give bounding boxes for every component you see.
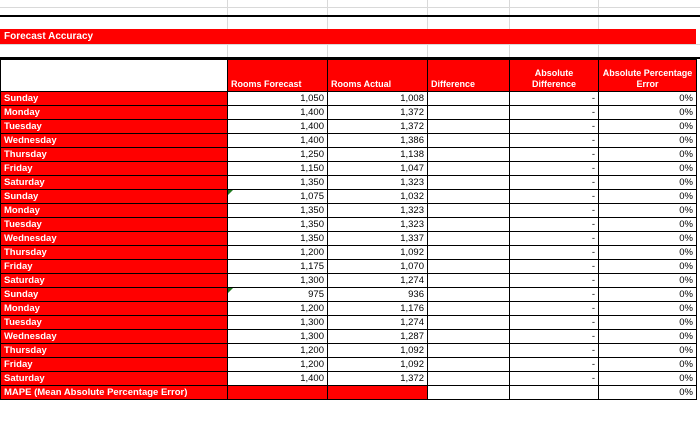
rooms-forecast-cell[interactable]: 1,150 — [228, 162, 328, 176]
header-absolute-percentage-error[interactable]: Absolute Percentage Error — [599, 60, 697, 92]
absolute-percentage-error-cell[interactable]: 0% — [599, 92, 697, 106]
table-row — [1, 120, 697, 134]
day-cell[interactable]: Wednesday — [1, 134, 228, 148]
rooms-forecast-cell[interactable]: 1,400 — [228, 134, 328, 148]
day-cell[interactable]: Friday — [1, 358, 228, 372]
absolute-percentage-error-cell[interactable]: 0% — [599, 120, 697, 134]
difference-cell[interactable] — [428, 134, 510, 148]
absolute-difference-cell[interactable]: - — [510, 162, 599, 176]
rooms-forecast-cell[interactable]: 1,400 — [228, 120, 328, 134]
table-row — [1, 204, 697, 218]
difference-cell[interactable] — [428, 106, 510, 120]
rooms-forecast-cell[interactable]: 1,300 — [228, 274, 328, 288]
rooms-actual-cell[interactable]: 936 — [328, 288, 428, 302]
table-border-top — [0, 15, 700, 17]
difference-cell[interactable] — [428, 92, 510, 106]
table-row — [1, 148, 697, 162]
day-cell[interactable]: Thursday — [1, 344, 228, 358]
rooms-forecast-cell[interactable]: 1,350 — [228, 232, 328, 246]
day-cell[interactable]: Saturday — [1, 176, 228, 190]
absolute-difference-cell[interactable]: - — [510, 176, 599, 190]
mape-forecast-cell[interactable] — [228, 386, 328, 400]
absolute-difference-cell[interactable]: - — [510, 204, 599, 218]
absolute-difference-cell[interactable]: - — [510, 274, 599, 288]
table-row — [1, 232, 697, 246]
absolute-difference-cell[interactable]: - — [510, 134, 599, 148]
day-cell[interactable]: Sunday — [1, 92, 228, 106]
rooms-actual-cell[interactable]: 1,070 — [328, 260, 428, 274]
rooms-actual-cell[interactable]: 1,386 — [328, 134, 428, 148]
comment-indicator-icon — [228, 288, 233, 293]
absolute-difference-cell[interactable]: - — [510, 260, 599, 274]
day-cell[interactable]: Saturday — [1, 274, 228, 288]
day-cell[interactable]: Monday — [1, 204, 228, 218]
cell-value: 975 — [308, 289, 324, 300]
day-cell[interactable]: Monday — [1, 106, 228, 120]
difference-cell[interactable] — [428, 274, 510, 288]
absolute-percentage-error-cell[interactable]: 0% — [599, 190, 697, 204]
absolute-percentage-error-cell[interactable]: 0% — [599, 106, 697, 120]
absolute-percentage-error-cell[interactable]: 0% — [599, 372, 697, 386]
rooms-forecast-cell[interactable] — [228, 190, 328, 204]
rooms-actual-cell[interactable]: 1,274 — [328, 274, 428, 288]
absolute-percentage-error-cell[interactable]: 0% — [599, 218, 697, 232]
absolute-percentage-error-cell[interactable]: 0% — [599, 148, 697, 162]
day-cell[interactable]: Friday — [1, 260, 228, 274]
table-row — [1, 134, 697, 148]
difference-cell[interactable] — [428, 288, 510, 302]
header-row — [1, 60, 697, 92]
rooms-actual-cell[interactable]: 1,138 — [328, 148, 428, 162]
table-row — [1, 92, 697, 106]
rooms-forecast-cell[interactable]: 1,200 — [228, 246, 328, 260]
table-row — [1, 288, 697, 302]
day-cell[interactable]: Thursday — [1, 246, 228, 260]
header-absolute-difference[interactable]: Absolute Difference — [510, 60, 599, 92]
day-cell[interactable]: Thursday — [1, 148, 228, 162]
absolute-percentage-error-cell[interactable]: 0% — [599, 344, 697, 358]
mape-actual-cell[interactable] — [328, 386, 428, 400]
absolute-difference-cell[interactable]: - — [510, 120, 599, 134]
rooms-actual-cell[interactable]: 1,287 — [328, 330, 428, 344]
forecast-table — [0, 59, 697, 400]
day-cell[interactable]: Tuesday — [1, 120, 228, 134]
absolute-percentage-error-cell[interactable]: 0% — [599, 246, 697, 260]
header-rooms-actual[interactable]: Rooms Actual — [328, 60, 428, 92]
rooms-forecast-cell[interactable]: 1,200 — [228, 358, 328, 372]
table-row — [1, 344, 697, 358]
table-row — [1, 316, 697, 330]
rooms-forecast-cell[interactable]: 1,400 — [228, 372, 328, 386]
table-row — [1, 162, 697, 176]
rooms-actual-cell[interactable]: 1,337 — [328, 232, 428, 246]
difference-cell[interactable] — [428, 232, 510, 246]
gridline — [0, 7, 700, 8]
absolute-difference-cell[interactable]: - — [510, 190, 599, 204]
absolute-difference-cell[interactable]: - — [510, 288, 599, 302]
absolute-percentage-error-cell[interactable]: 0% — [599, 134, 697, 148]
day-cell[interactable]: Wednesday — [1, 330, 228, 344]
difference-cell[interactable] — [428, 372, 510, 386]
difference-cell[interactable] — [428, 344, 510, 358]
day-cell[interactable]: Tuesday — [1, 316, 228, 330]
absolute-difference-cell[interactable]: - — [510, 372, 599, 386]
rooms-actual-cell[interactable]: 1,092 — [328, 358, 428, 372]
absolute-percentage-error-cell[interactable]: 0% — [599, 176, 697, 190]
day-cell[interactable]: Wednesday — [1, 232, 228, 246]
difference-cell[interactable] — [428, 190, 510, 204]
absolute-difference-cell[interactable]: - — [510, 302, 599, 316]
table-row — [1, 176, 697, 190]
absolute-percentage-error-cell[interactable]: 0% — [599, 358, 697, 372]
rooms-forecast-cell[interactable]: 1,350 — [228, 218, 328, 232]
day-cell[interactable]: Sunday — [1, 190, 228, 204]
rooms-actual-cell[interactable]: 1,372 — [328, 106, 428, 120]
mape-value[interactable]: 0% — [599, 386, 697, 400]
rooms-actual-cell[interactable]: 1,008 — [328, 92, 428, 106]
rooms-actual-cell[interactable]: 1,032 — [328, 190, 428, 204]
absolute-difference-cell[interactable]: - — [510, 316, 599, 330]
table-row — [1, 106, 697, 120]
rooms-forecast-cell[interactable]: 1,400 — [228, 106, 328, 120]
table-row — [1, 190, 697, 204]
day-cell[interactable]: Sunday — [1, 288, 228, 302]
absolute-percentage-error-cell[interactable]: 0% — [599, 162, 697, 176]
table-row — [1, 218, 697, 232]
difference-cell[interactable] — [428, 316, 510, 330]
table-row — [1, 302, 697, 316]
absolute-percentage-error-cell[interactable]: 0% — [599, 288, 697, 302]
day-cell[interactable]: Friday — [1, 162, 228, 176]
absolute-difference-cell[interactable]: - — [510, 330, 599, 344]
difference-cell[interactable] — [428, 260, 510, 274]
absolute-percentage-error-cell[interactable]: 0% — [599, 302, 697, 316]
rooms-forecast-cell[interactable]: 1,200 — [228, 302, 328, 316]
absolute-difference-cell[interactable]: - — [510, 218, 599, 232]
rooms-actual-cell[interactable]: 1,323 — [328, 204, 428, 218]
table-row — [1, 260, 697, 274]
rooms-forecast-cell[interactable]: 1,050 — [228, 92, 328, 106]
rooms-actual-cell[interactable]: 1,372 — [328, 372, 428, 386]
absolute-percentage-error-cell[interactable]: 0% — [599, 232, 697, 246]
rooms-actual-cell[interactable]: 1,092 — [328, 246, 428, 260]
rooms-forecast-cell[interactable]: 1,300 — [228, 316, 328, 330]
difference-cell[interactable] — [428, 204, 510, 218]
difference-cell[interactable] — [428, 246, 510, 260]
absolute-percentage-error-cell[interactable]: 0% — [599, 260, 697, 274]
mape-difference-cell[interactable] — [428, 386, 510, 400]
day-cell[interactable]: Tuesday — [1, 218, 228, 232]
absolute-difference-cell[interactable]: - — [510, 246, 599, 260]
difference-cell[interactable] — [428, 120, 510, 134]
difference-cell[interactable] — [428, 176, 510, 190]
header-difference[interactable]: Difference — [428, 60, 510, 92]
header-rooms-forecast[interactable]: Rooms Forecast — [228, 60, 328, 92]
rooms-forecast-cell[interactable]: 1,250 — [228, 148, 328, 162]
rooms-actual-cell[interactable]: 1,372 — [328, 120, 428, 134]
header-blank-cell[interactable] — [1, 60, 228, 92]
rooms-actual-cell[interactable]: 1,047 — [328, 162, 428, 176]
absolute-difference-cell[interactable]: - — [510, 358, 599, 372]
absolute-percentage-error-cell[interactable]: 0% — [599, 316, 697, 330]
mape-abs-diff-cell[interactable] — [510, 386, 599, 400]
difference-cell[interactable] — [428, 330, 510, 344]
difference-cell[interactable] — [428, 218, 510, 232]
absolute-percentage-error-cell[interactable]: 0% — [599, 330, 697, 344]
rooms-actual-cell[interactable]: 1,274 — [328, 316, 428, 330]
absolute-difference-cell[interactable]: - — [510, 232, 599, 246]
rooms-actual-cell[interactable]: 1,323 — [328, 218, 428, 232]
mape-label[interactable]: MAPE (Mean Absolute Percentage Error) — [1, 386, 228, 400]
sheet-title[interactable]: Forecast Accuracy — [0, 29, 696, 44]
absolute-percentage-error-cell[interactable]: 0% — [599, 274, 697, 288]
difference-cell[interactable] — [428, 162, 510, 176]
absolute-difference-cell[interactable]: - — [510, 106, 599, 120]
difference-cell[interactable] — [428, 302, 510, 316]
rooms-forecast-cell[interactable]: 1,350 — [228, 176, 328, 190]
rooms-actual-cell[interactable]: 1,323 — [328, 176, 428, 190]
table-row — [1, 372, 697, 386]
mape-row — [1, 386, 697, 400]
rooms-forecast-cell[interactable] — [228, 288, 328, 302]
table-row — [1, 330, 697, 344]
cell-value: 1,075 — [300, 191, 324, 202]
day-cell[interactable]: Saturday — [1, 372, 228, 386]
table-row — [1, 358, 697, 372]
absolute-difference-cell[interactable]: - — [510, 344, 599, 358]
table-row — [1, 274, 697, 288]
rooms-forecast-cell[interactable]: 1,175 — [228, 260, 328, 274]
rooms-forecast-cell[interactable]: 1,200 — [228, 344, 328, 358]
table-row — [1, 246, 697, 260]
rooms-actual-cell[interactable]: 1,092 — [328, 344, 428, 358]
absolute-difference-cell[interactable]: - — [510, 92, 599, 106]
rooms-forecast-cell[interactable]: 1,300 — [228, 330, 328, 344]
rooms-actual-cell[interactable]: 1,176 — [328, 302, 428, 316]
absolute-difference-cell[interactable]: - — [510, 148, 599, 162]
table-body — [1, 92, 697, 386]
absolute-percentage-error-cell[interactable]: 0% — [599, 204, 697, 218]
day-cell[interactable]: Monday — [1, 302, 228, 316]
comment-indicator-icon — [228, 190, 233, 195]
gridline — [0, 44, 700, 45]
difference-cell[interactable] — [428, 358, 510, 372]
rooms-forecast-cell[interactable]: 1,350 — [228, 204, 328, 218]
difference-cell[interactable] — [428, 148, 510, 162]
